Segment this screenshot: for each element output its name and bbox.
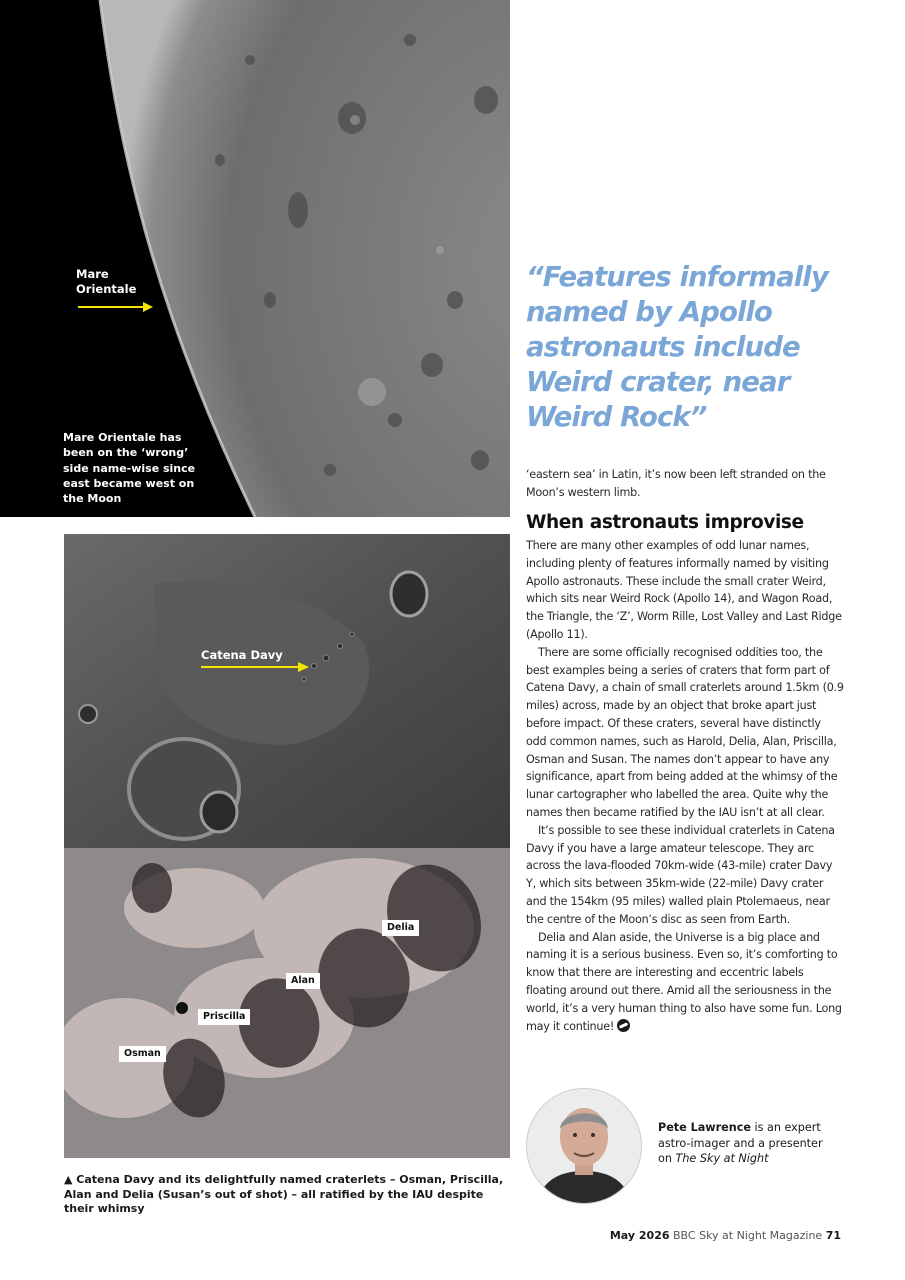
pull-quote: “Features informally named by Apollo astronauts include Weird crater, near Weird Rock”	[526, 261, 828, 433]
body-paragraph: There are many other examples of odd lunar names, including plenty of features informally named by visiting Apollo astronauts. These include the small crater Weird, which sits near Weird Rock (Apollo 14), and Wagon Road, the Triangle, the ‘Z’, Worm Rille, Lost Valley and Last Ridge (Apollo 11).	[526, 539, 842, 641]
body-paragraph: It’s possible to see these individual craterlets in Catena Davy if you have a large amateur telescope. They arc across the lava-flooded 70km-wide (43-mile) crater Davy Y, which sits between 35km-wide (22-mile) Davy crater and the 154km (95 miles) walled plain Ptolemaeus, near the centre of the Moon’s disc as seen from Earth.	[526, 823, 835, 926]
catena-davy-image	[64, 534, 510, 848]
section-heading: When astronauts improvise	[526, 512, 804, 533]
crater-tag-alan: Alan	[286, 973, 320, 989]
footer-magazine: BBC Sky at Night Magazine	[673, 1229, 823, 1242]
crater-tag-delia: Delia	[382, 920, 419, 936]
page-footer	[610, 1229, 841, 1242]
catena-davy-label: Catena Davy	[201, 648, 283, 662]
section-body	[526, 537, 844, 1035]
crater-tag-priscilla: Priscilla	[198, 1009, 250, 1025]
end-mark-icon	[617, 1019, 630, 1032]
footer-date: May 2026	[609, 1229, 670, 1242]
author-photo	[526, 1088, 642, 1204]
intro-paragraph	[526, 466, 846, 502]
page-number: 71	[825, 1229, 841, 1242]
intro-paragraph-text: ‘eastern sea’ in Latin, it’s now been left stranded on the Moon’s western limb.	[526, 468, 826, 499]
catena-davy-svg	[64, 534, 510, 848]
crater-tag-osman: Osman	[119, 1046, 166, 1062]
moon-limb-image	[0, 0, 510, 517]
body-paragraph-text: Delia and Alan aside, the Universe is a big place and naming it is a serious business. Even so, it’s comforting to know that there are interesting and eccentric labels floating around out there. Amid all the seriousness in the world, it’s a very human thing to also have some fun. Long may it continue!	[526, 930, 842, 1033]
moon-limb-caption: Mare Orientale has been on the ‘wrong’ side name-wise since east became west on the Moon	[63, 431, 196, 506]
author-bio-text: is an expert astro-imager and a presenter on	[658, 1121, 823, 1165]
craterlets-closeup-svg	[64, 848, 510, 1158]
body-paragraph-last	[526, 929, 844, 1036]
image-caption: ▲ Catena Davy and its delightfully named craterlets – Osman, Priscilla, Alan and Delia (Susan’s out of shot) – all ratified by the IAU despite their whimsy	[64, 1173, 504, 1215]
body-paragraph: There are some officially recognised oddities too, the best examples being a series of craters that form part of Catena Davy, a chain of small craterlets around 1.5km (0.9 miles) across, made by an object that broke apart just before impact. Of these craters, several have distinctly odd common names, such as Harold, Delia, Alan, Priscilla, Osman and Susan. The names don’t appear to have any significance, apart from being added at the whimsy of the lunar cartographer who labelled the area. Quite why the names then became ratified by the IAU isn’t at all clear.	[526, 645, 844, 819]
mare-orientale-label: Mare Orientale	[76, 267, 137, 296]
author-show: The Sky at Night	[675, 1152, 769, 1165]
author-portrait-svg	[527, 1089, 641, 1203]
craterlets-closeup-image	[64, 848, 510, 1158]
author-name: Pete Lawrence	[658, 1121, 751, 1134]
author-bio	[658, 1120, 833, 1167]
